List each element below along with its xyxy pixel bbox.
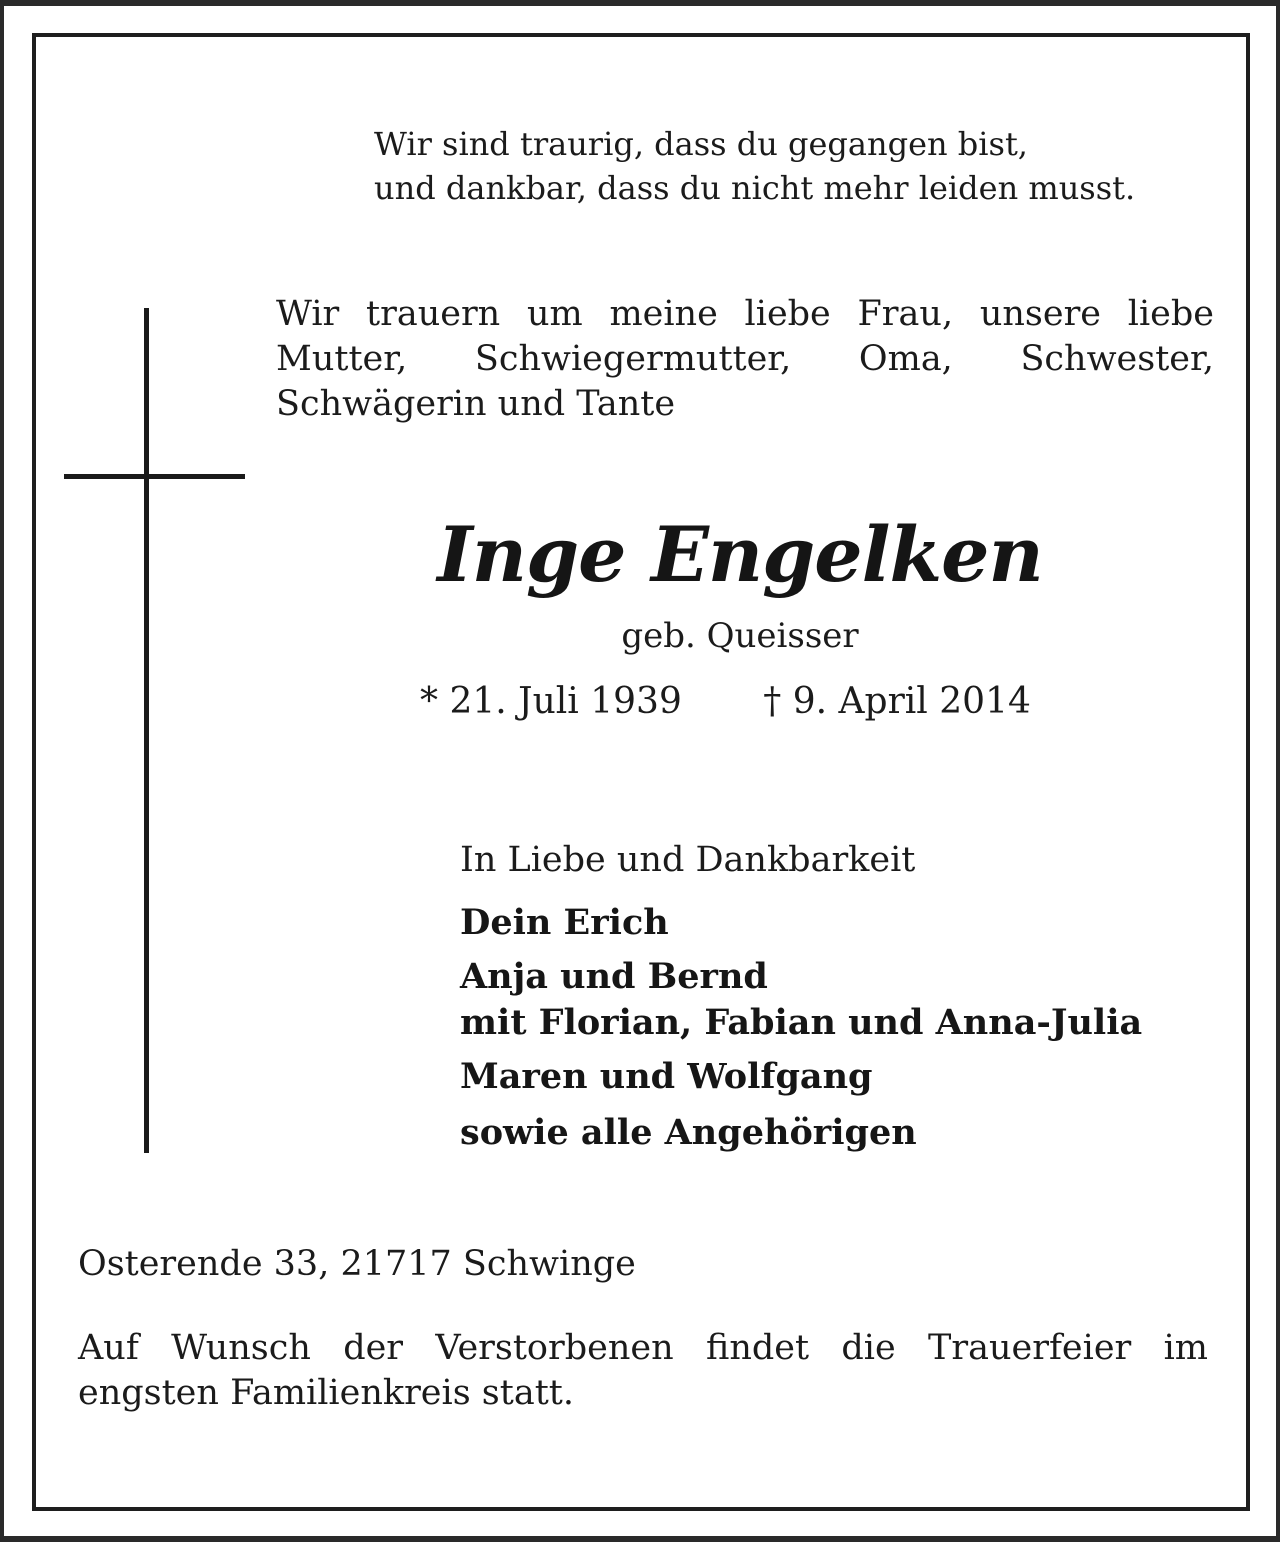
life-dates — [420, 678, 1031, 726]
intro-line-2: Mutter, Schwiegermutter, Oma, Schwester, — [276, 339, 1214, 379]
notice-line-2: engsten Familienkreis statt. — [78, 1373, 574, 1413]
motto-line-1: Wir sind traurig, dass du gegangen bist, — [374, 125, 1028, 163]
intro-text — [276, 292, 1214, 427]
cross-vertical-bar — [144, 308, 149, 1153]
mourner-line: mit Florian, Fabian und Anna-Julia — [460, 1002, 1143, 1043]
motto-line-2: und dankbar, dass du nicht mehr leiden musst. — [374, 169, 1136, 207]
birth-date: * 21. Juli 1939 — [420, 681, 682, 722]
mourner-line: Maren und Wolfgang — [460, 1056, 873, 1097]
mourner-line: Anja und Bernd — [460, 956, 768, 997]
deceased-name: Inge Engelken — [437, 510, 1043, 599]
cross-horizontal-bar — [64, 474, 245, 479]
mourner-line: sowie alle Angehörigen — [460, 1112, 917, 1153]
motto-quote — [374, 122, 1135, 210]
notice-line-1: Auf Wunsch der Verstorbenen findet die Trauerfeier im — [78, 1328, 1208, 1368]
inner-border — [32, 33, 1250, 1511]
intro-line-3: Schwägerin und Tante — [276, 384, 676, 424]
closing-phrase: In Liebe und Dankbarkeit — [460, 840, 916, 880]
death-date: † 9. April 2014 — [763, 681, 1031, 722]
intro-line-1: Wir trauern um meine liebe Frau, unsere liebe — [276, 294, 1214, 334]
address: Osterende 33, 21717 Schwinge — [78, 1244, 636, 1284]
maiden-name: geb. Queisser — [621, 616, 859, 656]
mourner-line: Dein Erich — [460, 902, 669, 943]
funeral-notice — [78, 1326, 1208, 1416]
